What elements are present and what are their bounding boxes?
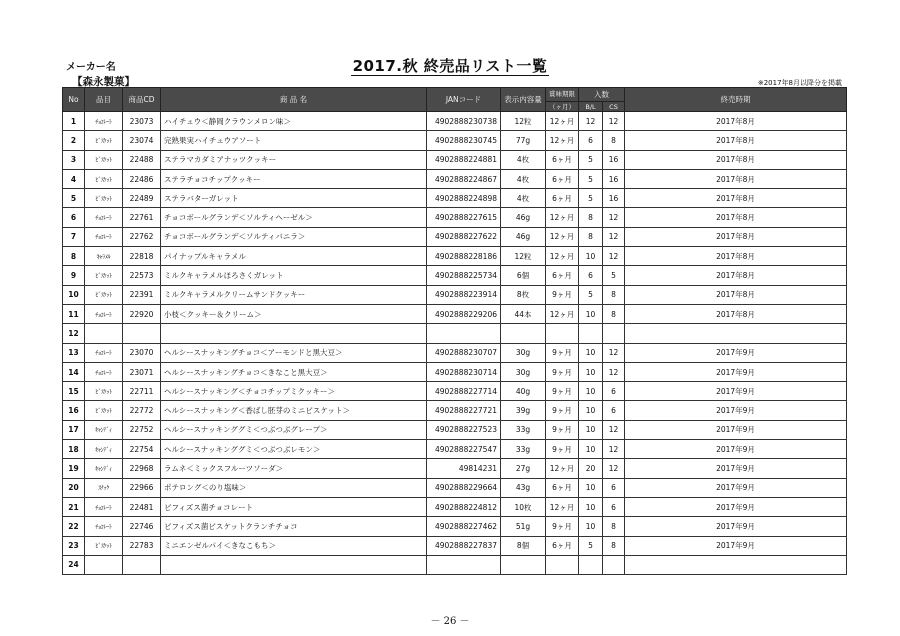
- row-no: 21: [63, 497, 85, 516]
- row-bl: 5: [579, 150, 603, 169]
- row-category: ﾋﾞｽｹｯﾄ: [85, 536, 123, 555]
- row-end: 2017年9月: [625, 382, 847, 401]
- row-bl: 10: [579, 247, 603, 266]
- row-shelf: 12ヶ月: [546, 208, 579, 227]
- row-category: ﾋﾞｽｹｯﾄ: [85, 285, 123, 304]
- row-category: [85, 324, 123, 343]
- row-jan: 4902888223914: [427, 285, 501, 304]
- row-no: 24: [63, 555, 85, 574]
- row-category: ﾋﾞｽｹｯﾄ: [85, 189, 123, 208]
- row-category: ｷｬﾗﾒﾙ: [85, 247, 123, 266]
- row-no: 13: [63, 343, 85, 362]
- row-end: 2017年8月: [625, 189, 847, 208]
- row-no: 14: [63, 362, 85, 381]
- row-name: ステラバターガレット: [161, 189, 427, 208]
- row-code: 22920: [123, 304, 161, 323]
- row-content: 33g: [501, 440, 546, 459]
- row-content: 44本: [501, 304, 546, 323]
- row-content: 4枚: [501, 169, 546, 188]
- row-code: 22711: [123, 382, 161, 401]
- row-shelf: [546, 324, 579, 343]
- row-jan: 4902888227837: [427, 536, 501, 555]
- row-end: 2017年9月: [625, 497, 847, 516]
- table-row: [63, 112, 847, 131]
- row-code: 22481: [123, 497, 161, 516]
- row-no: 22: [63, 517, 85, 536]
- row-shelf: 9ヶ月: [546, 420, 579, 439]
- row-end: [625, 555, 847, 574]
- row-jan: 4902888224881: [427, 150, 501, 169]
- col-end: 終売時期: [625, 88, 847, 112]
- row-bl: 5: [579, 189, 603, 208]
- row-shelf: 12ヶ月: [546, 304, 579, 323]
- row-code: 22772: [123, 401, 161, 420]
- row-bl: 10: [579, 440, 603, 459]
- row-no: 20: [63, 478, 85, 497]
- col-no: No: [63, 88, 85, 112]
- row-content: [501, 324, 546, 343]
- row-cs: [603, 324, 625, 343]
- row-end: 2017年8月: [625, 247, 847, 266]
- row-shelf: 9ヶ月: [546, 343, 579, 362]
- row-category: ｷｬﾝﾃﾞｨ: [85, 459, 123, 478]
- row-content: 39g: [501, 401, 546, 420]
- row-category: ﾁｮｺﾚｰﾄ: [85, 304, 123, 323]
- row-code: 22391: [123, 285, 161, 304]
- row-cs: 16: [603, 189, 625, 208]
- row-bl: 10: [579, 343, 603, 362]
- row-cs: 12: [603, 420, 625, 439]
- table-row: [63, 420, 847, 439]
- table-header-row: [63, 88, 847, 102]
- row-jan: [427, 324, 501, 343]
- row-end: 2017年8月: [625, 150, 847, 169]
- row-code: 22573: [123, 266, 161, 285]
- row-content: 6個: [501, 266, 546, 285]
- row-jan: 4902888225734: [427, 266, 501, 285]
- table-row: [63, 343, 847, 362]
- maker-name: 【森永製菓】: [72, 76, 135, 88]
- row-shelf: 12ヶ月: [546, 131, 579, 150]
- row-no: 18: [63, 440, 85, 459]
- row-category: ﾁｮｺﾚｰﾄ: [85, 112, 123, 131]
- row-content: 4枚: [501, 189, 546, 208]
- row-name: ステラマカダミアナッツクッキー: [161, 150, 427, 169]
- row-no: 19: [63, 459, 85, 478]
- row-no: 17: [63, 420, 85, 439]
- row-shelf: 12ヶ月: [546, 227, 579, 246]
- col-shelf-top: 賞味期限: [549, 90, 575, 98]
- row-cs: 16: [603, 150, 625, 169]
- row-jan: 4902888224812: [427, 497, 501, 516]
- row-jan: [427, 555, 501, 574]
- row-code: 22486: [123, 169, 161, 188]
- row-cs: 16: [603, 169, 625, 188]
- row-category: ﾁｮｺﾚｰﾄ: [85, 227, 123, 246]
- row-name: ステラチョコチップクッキー: [161, 169, 427, 188]
- row-jan: 4902888230738: [427, 112, 501, 131]
- col-count: 入数: [579, 88, 625, 102]
- row-category: ﾁｮｺﾚｰﾄ: [85, 362, 123, 381]
- table-row: [63, 227, 847, 246]
- row-name: ヘルシースナッキンググミ＜つぶつぶレモン＞: [161, 440, 427, 459]
- row-end: 2017年9月: [625, 517, 847, 536]
- row-shelf: 12ヶ月: [546, 459, 579, 478]
- row-content: 8枚: [501, 285, 546, 304]
- row-name: ヘルシースナッキングチョコ＜アーモンドと黒大豆＞: [161, 343, 427, 362]
- row-shelf: 9ヶ月: [546, 517, 579, 536]
- row-jan: 4902888227523: [427, 420, 501, 439]
- row-shelf: 6ヶ月: [546, 169, 579, 188]
- row-bl: 20: [579, 459, 603, 478]
- row-jan: 4902888230707: [427, 343, 501, 362]
- row-name: ハイチュウ＜静岡クラウンメロン味＞: [161, 112, 427, 131]
- row-cs: 8: [603, 304, 625, 323]
- row-shelf: 6ヶ月: [546, 150, 579, 169]
- table-row: [63, 517, 847, 536]
- row-bl: 5: [579, 169, 603, 188]
- row-content: 43g: [501, 478, 546, 497]
- row-shelf: 6ヶ月: [546, 266, 579, 285]
- row-cs: 6: [603, 497, 625, 516]
- row-content: 8個: [501, 536, 546, 555]
- coverage-note: ※2017年8月以降分を掲載: [757, 79, 842, 87]
- row-end: 2017年9月: [625, 478, 847, 497]
- row-category: ﾁｮｺﾚｰﾄ: [85, 497, 123, 516]
- page-title-text: 2017.秋 終売品リスト一覧: [352, 57, 548, 75]
- row-bl: [579, 555, 603, 574]
- row-code: 22966: [123, 478, 161, 497]
- row-bl: 8: [579, 227, 603, 246]
- row-content: 10枚: [501, 497, 546, 516]
- row-bl: 10: [579, 517, 603, 536]
- row-shelf: 6ヶ月: [546, 189, 579, 208]
- row-bl: 10: [579, 420, 603, 439]
- row-name: ミニエンゼルパイ＜きなこもち＞: [161, 536, 427, 555]
- discontinued-products-table: [62, 87, 847, 575]
- row-jan: 49814231: [427, 459, 501, 478]
- row-name: ビフィズス菌チョコレート: [161, 497, 427, 516]
- row-shelf: 6ヶ月: [546, 478, 579, 497]
- row-bl: 5: [579, 285, 603, 304]
- table-row: [63, 459, 847, 478]
- row-no: 8: [63, 247, 85, 266]
- row-code: [123, 555, 161, 574]
- table-row: [63, 266, 847, 285]
- row-no: 15: [63, 382, 85, 401]
- row-end: 2017年9月: [625, 343, 847, 362]
- col-shelf-unit: （ヶ月）: [546, 102, 579, 112]
- table-row: [63, 208, 847, 227]
- row-cs: [603, 555, 625, 574]
- row-no: 1: [63, 112, 85, 131]
- row-category: ﾋﾞｽｹｯﾄ: [85, 401, 123, 420]
- table-row: [63, 304, 847, 323]
- row-name: 完熟果実ハイチュウアソート: [161, 131, 427, 150]
- row-code: [123, 324, 161, 343]
- row-content: 77g: [501, 131, 546, 150]
- row-code: 22761: [123, 208, 161, 227]
- row-shelf: 9ヶ月: [546, 401, 579, 420]
- row-shelf: 9ヶ月: [546, 382, 579, 401]
- row-code: 23071: [123, 362, 161, 381]
- row-shelf: [546, 555, 579, 574]
- row-content: 33g: [501, 420, 546, 439]
- row-category: ｽﾅｯｸ: [85, 478, 123, 497]
- row-jan: 4902888228186: [427, 247, 501, 266]
- row-category: [85, 555, 123, 574]
- row-category: ｷｬﾝﾃﾞｨ: [85, 420, 123, 439]
- row-cs: 8: [603, 131, 625, 150]
- row-name: チョコボールグランデ＜ソルティヘーゼル＞: [161, 208, 427, 227]
- row-end: 2017年9月: [625, 362, 847, 381]
- row-cs: 12: [603, 362, 625, 381]
- row-no: 7: [63, 227, 85, 246]
- row-end: 2017年9月: [625, 536, 847, 555]
- row-end: 2017年8月: [625, 208, 847, 227]
- row-end: 2017年8月: [625, 285, 847, 304]
- row-content: [501, 555, 546, 574]
- row-jan: 4902888227714: [427, 382, 501, 401]
- row-category: ﾋﾞｽｹｯﾄ: [85, 150, 123, 169]
- row-name: ヘルシースナッキング＜チョコチップミクッキー＞: [161, 382, 427, 401]
- row-jan: 4902888229206: [427, 304, 501, 323]
- row-bl: 10: [579, 304, 603, 323]
- row-shelf: 9ヶ月: [546, 285, 579, 304]
- row-end: 2017年8月: [625, 131, 847, 150]
- row-no: 4: [63, 169, 85, 188]
- row-content: 30g: [501, 362, 546, 381]
- row-name: ポテロング＜のり塩味＞: [161, 478, 427, 497]
- row-category: ﾁｮｺﾚｰﾄ: [85, 343, 123, 362]
- row-code: 22754: [123, 440, 161, 459]
- row-code: 22968: [123, 459, 161, 478]
- row-bl: 10: [579, 382, 603, 401]
- row-shelf: 9ヶ月: [546, 362, 579, 381]
- row-no: 11: [63, 304, 85, 323]
- row-name: [161, 324, 427, 343]
- row-jan: 4902888227615: [427, 208, 501, 227]
- row-code: 23074: [123, 131, 161, 150]
- row-code: 22489: [123, 189, 161, 208]
- row-name: ヘルシースナッキング＜香ばし胚芽のミニビスケット＞: [161, 401, 427, 420]
- table-row: [63, 555, 847, 574]
- row-bl: 6: [579, 131, 603, 150]
- row-bl: 10: [579, 362, 603, 381]
- row-cs: 6: [603, 401, 625, 420]
- row-bl: 6: [579, 266, 603, 285]
- row-cs: 12: [603, 112, 625, 131]
- row-name: ヘルシースナッキンググミ＜つぶつぶグレープ＞: [161, 420, 427, 439]
- row-no: 12: [63, 324, 85, 343]
- row-cs: 8: [603, 517, 625, 536]
- row-shelf: 9ヶ月: [546, 440, 579, 459]
- col-shelf: [546, 88, 579, 102]
- row-cs: 12: [603, 208, 625, 227]
- row-category: ﾁｮｺﾚｰﾄ: [85, 517, 123, 536]
- row-cs: 6: [603, 382, 625, 401]
- table-row: [63, 478, 847, 497]
- row-cs: 12: [603, 440, 625, 459]
- row-code: 22783: [123, 536, 161, 555]
- table-row: [63, 362, 847, 381]
- row-content: 40g: [501, 382, 546, 401]
- row-cs: 12: [603, 247, 625, 266]
- row-name: チョコボールグランデ＜ソルティバニラ＞: [161, 227, 427, 246]
- row-bl: [579, 324, 603, 343]
- row-cs: 12: [603, 459, 625, 478]
- row-no: 9: [63, 266, 85, 285]
- col-name: 商 品 名: [161, 88, 427, 112]
- row-code: 22488: [123, 150, 161, 169]
- table-row: [63, 401, 847, 420]
- row-shelf: 12ヶ月: [546, 112, 579, 131]
- row-end: 2017年8月: [625, 266, 847, 285]
- row-content: 12粒: [501, 247, 546, 266]
- row-jan: 4902888224898: [427, 189, 501, 208]
- row-shelf: 12ヶ月: [546, 247, 579, 266]
- row-shelf: 12ヶ月: [546, 497, 579, 516]
- row-name: ミルクキャラメルクリームサンドクッキー: [161, 285, 427, 304]
- row-content: 46g: [501, 227, 546, 246]
- row-cs: 6: [603, 478, 625, 497]
- row-no: 23: [63, 536, 85, 555]
- row-bl: 10: [579, 478, 603, 497]
- row-name: ミルクキャラメルほろさくガレット: [161, 266, 427, 285]
- row-category: ﾋﾞｽｹｯﾄ: [85, 382, 123, 401]
- table-row: [63, 131, 847, 150]
- row-end: 2017年9月: [625, 420, 847, 439]
- row-jan: 4902888230714: [427, 362, 501, 381]
- row-shelf: 6ヶ月: [546, 536, 579, 555]
- table-row: [63, 440, 847, 459]
- table-row: [63, 247, 847, 266]
- row-cs: 12: [603, 227, 625, 246]
- row-bl: 8: [579, 208, 603, 227]
- col-bl: B/L: [579, 102, 603, 112]
- col-category: 品目: [85, 88, 123, 112]
- row-category: ﾁｮｺﾚｰﾄ: [85, 208, 123, 227]
- table-row: [63, 324, 847, 343]
- row-code: 22746: [123, 517, 161, 536]
- row-jan: 4902888230745: [427, 131, 501, 150]
- row-jan: 4902888224867: [427, 169, 501, 188]
- page-number: － 26 －: [430, 616, 470, 627]
- table-row: [63, 169, 847, 188]
- row-end: 2017年8月: [625, 304, 847, 323]
- row-name: [161, 555, 427, 574]
- row-no: 3: [63, 150, 85, 169]
- row-bl: 5: [579, 536, 603, 555]
- row-no: 2: [63, 131, 85, 150]
- table-row: [63, 150, 847, 169]
- row-no: 6: [63, 208, 85, 227]
- row-category: ｷｬﾝﾃﾞｨ: [85, 440, 123, 459]
- row-name: ラムネ＜ミックスフルーツソーダ＞: [161, 459, 427, 478]
- row-category: ﾋﾞｽｹｯﾄ: [85, 131, 123, 150]
- row-cs: 8: [603, 536, 625, 555]
- row-cs: 8: [603, 285, 625, 304]
- row-jan: 4902888227721: [427, 401, 501, 420]
- row-jan: 4902888229664: [427, 478, 501, 497]
- table-row: [63, 382, 847, 401]
- row-content: 46g: [501, 208, 546, 227]
- row-category: ﾋﾞｽｹｯﾄ: [85, 169, 123, 188]
- row-jan: 4902888227622: [427, 227, 501, 246]
- row-end: 2017年9月: [625, 459, 847, 478]
- row-no: 16: [63, 401, 85, 420]
- row-name: 小枝＜クッキー＆クリーム＞: [161, 304, 427, 323]
- row-name: パイナップルキャラメル: [161, 247, 427, 266]
- row-name: ビフィズス菌ビスケットクランチチョコ: [161, 517, 427, 536]
- row-no: 5: [63, 189, 85, 208]
- row-code: 22762: [123, 227, 161, 246]
- row-bl: 10: [579, 401, 603, 420]
- row-content: 12粒: [501, 112, 546, 131]
- page-title: [0, 55, 900, 76]
- row-name: ヘルシースナッキングチョコ＜きなこと黒大豆＞: [161, 362, 427, 381]
- row-jan: 4902888227547: [427, 440, 501, 459]
- row-content: 27g: [501, 459, 546, 478]
- row-end: 2017年8月: [625, 227, 847, 246]
- row-jan: 4902888227462: [427, 517, 501, 536]
- row-code: 23070: [123, 343, 161, 362]
- row-end: 2017年8月: [625, 169, 847, 188]
- col-content: 表示内容量: [501, 88, 546, 112]
- col-jan: JANコード: [427, 88, 501, 112]
- row-category: ﾋﾞｽｹｯﾄ: [85, 266, 123, 285]
- row-code: 22818: [123, 247, 161, 266]
- maker-label: メーカー名: [66, 62, 116, 73]
- table-row: [63, 497, 847, 516]
- row-bl: 10: [579, 497, 603, 516]
- row-content: 30g: [501, 343, 546, 362]
- table-row: [63, 536, 847, 555]
- table-row: [63, 189, 847, 208]
- row-end: 2017年8月: [625, 112, 847, 131]
- row-cs: 12: [603, 343, 625, 362]
- col-cs: CS: [603, 102, 625, 112]
- row-content: 4枚: [501, 150, 546, 169]
- row-code: 23073: [123, 112, 161, 131]
- row-cs: 5: [603, 266, 625, 285]
- row-content: 51g: [501, 517, 546, 536]
- table-row: [63, 285, 847, 304]
- row-end: 2017年9月: [625, 401, 847, 420]
- row-bl: 12: [579, 112, 603, 131]
- col-code: 商品CD: [123, 88, 161, 112]
- row-end: 2017年9月: [625, 440, 847, 459]
- row-code: 22752: [123, 420, 161, 439]
- row-no: 10: [63, 285, 85, 304]
- row-end: [625, 324, 847, 343]
